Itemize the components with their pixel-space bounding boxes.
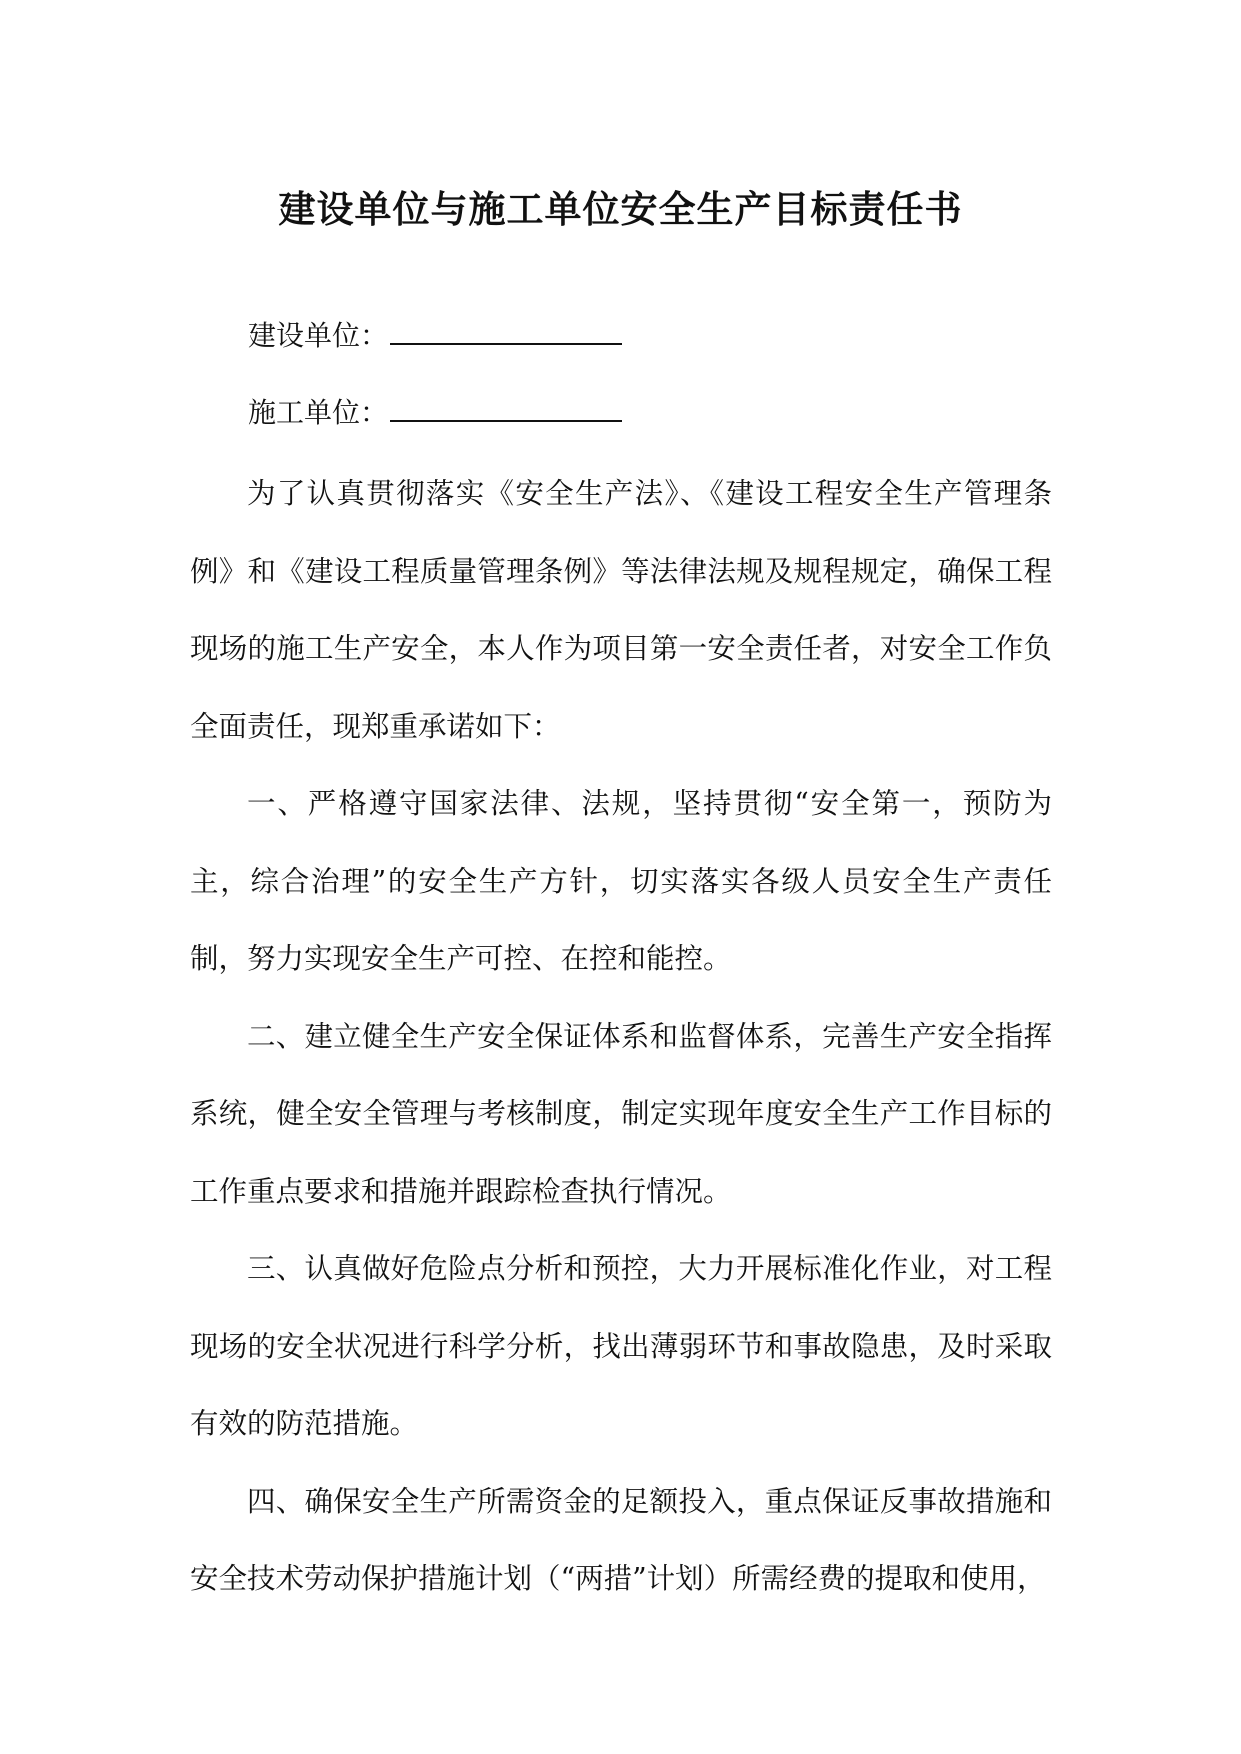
- contractor-unit-field: [248, 390, 622, 433]
- construction-unit-label: 建设单位：: [248, 319, 389, 352]
- document-body: [190, 455, 1052, 1618]
- contractor-unit-label: 施工单位：: [248, 396, 389, 429]
- construction-unit-blank: [390, 313, 622, 345]
- clause-paragraph-4: 四、确保安全生产所需资金的足额投入，重点保证反事故措施和安全技术劳动保护措施计划（“两措”计划）所需经费的提取和使用，: [190, 1484, 1052, 1595]
- clause-paragraph-2: 二、建立健全生产安全保证体系和监督体系，完善生产安全指挥系统，健全安全管理与考核制度，制定实现年度安全生产工作目标的工作重点要求和措施并跟踪检查执行情况。: [190, 1019, 1052, 1208]
- contractor-unit-blank: [390, 390, 622, 422]
- clause-paragraph-1: 一、严格遵守国家法律、法规，坚持贯彻“安全第一，预防为主，综合治理”的安全生产方针，切实落实各级人员安全生产责任制，努力实现安全生产可控、在控和能控。: [190, 787, 1052, 975]
- clause-paragraph-3: 三、认真做好危险点分析和预控，大力开展标准化作业，对工程现场的安全状况进行科学分析，找出薄弱环节和事故隐患，及时采取有效的防范措施。: [190, 1252, 1052, 1440]
- intro-paragraph: 为了认真贯彻落实《安全生产法》、《建设工程安全生产管理条例》和《建设工程质量管理条例》等法律法规及规程规定，确保工程现场的施工生产安全，本人作为项目第一安全责任者，对安全工作负全面责任，现郑重承诺如下：: [190, 477, 1052, 743]
- construction-unit-field: [248, 313, 622, 356]
- document-title: 建设单位与施工单位安全生产目标责任书: [278, 187, 963, 231]
